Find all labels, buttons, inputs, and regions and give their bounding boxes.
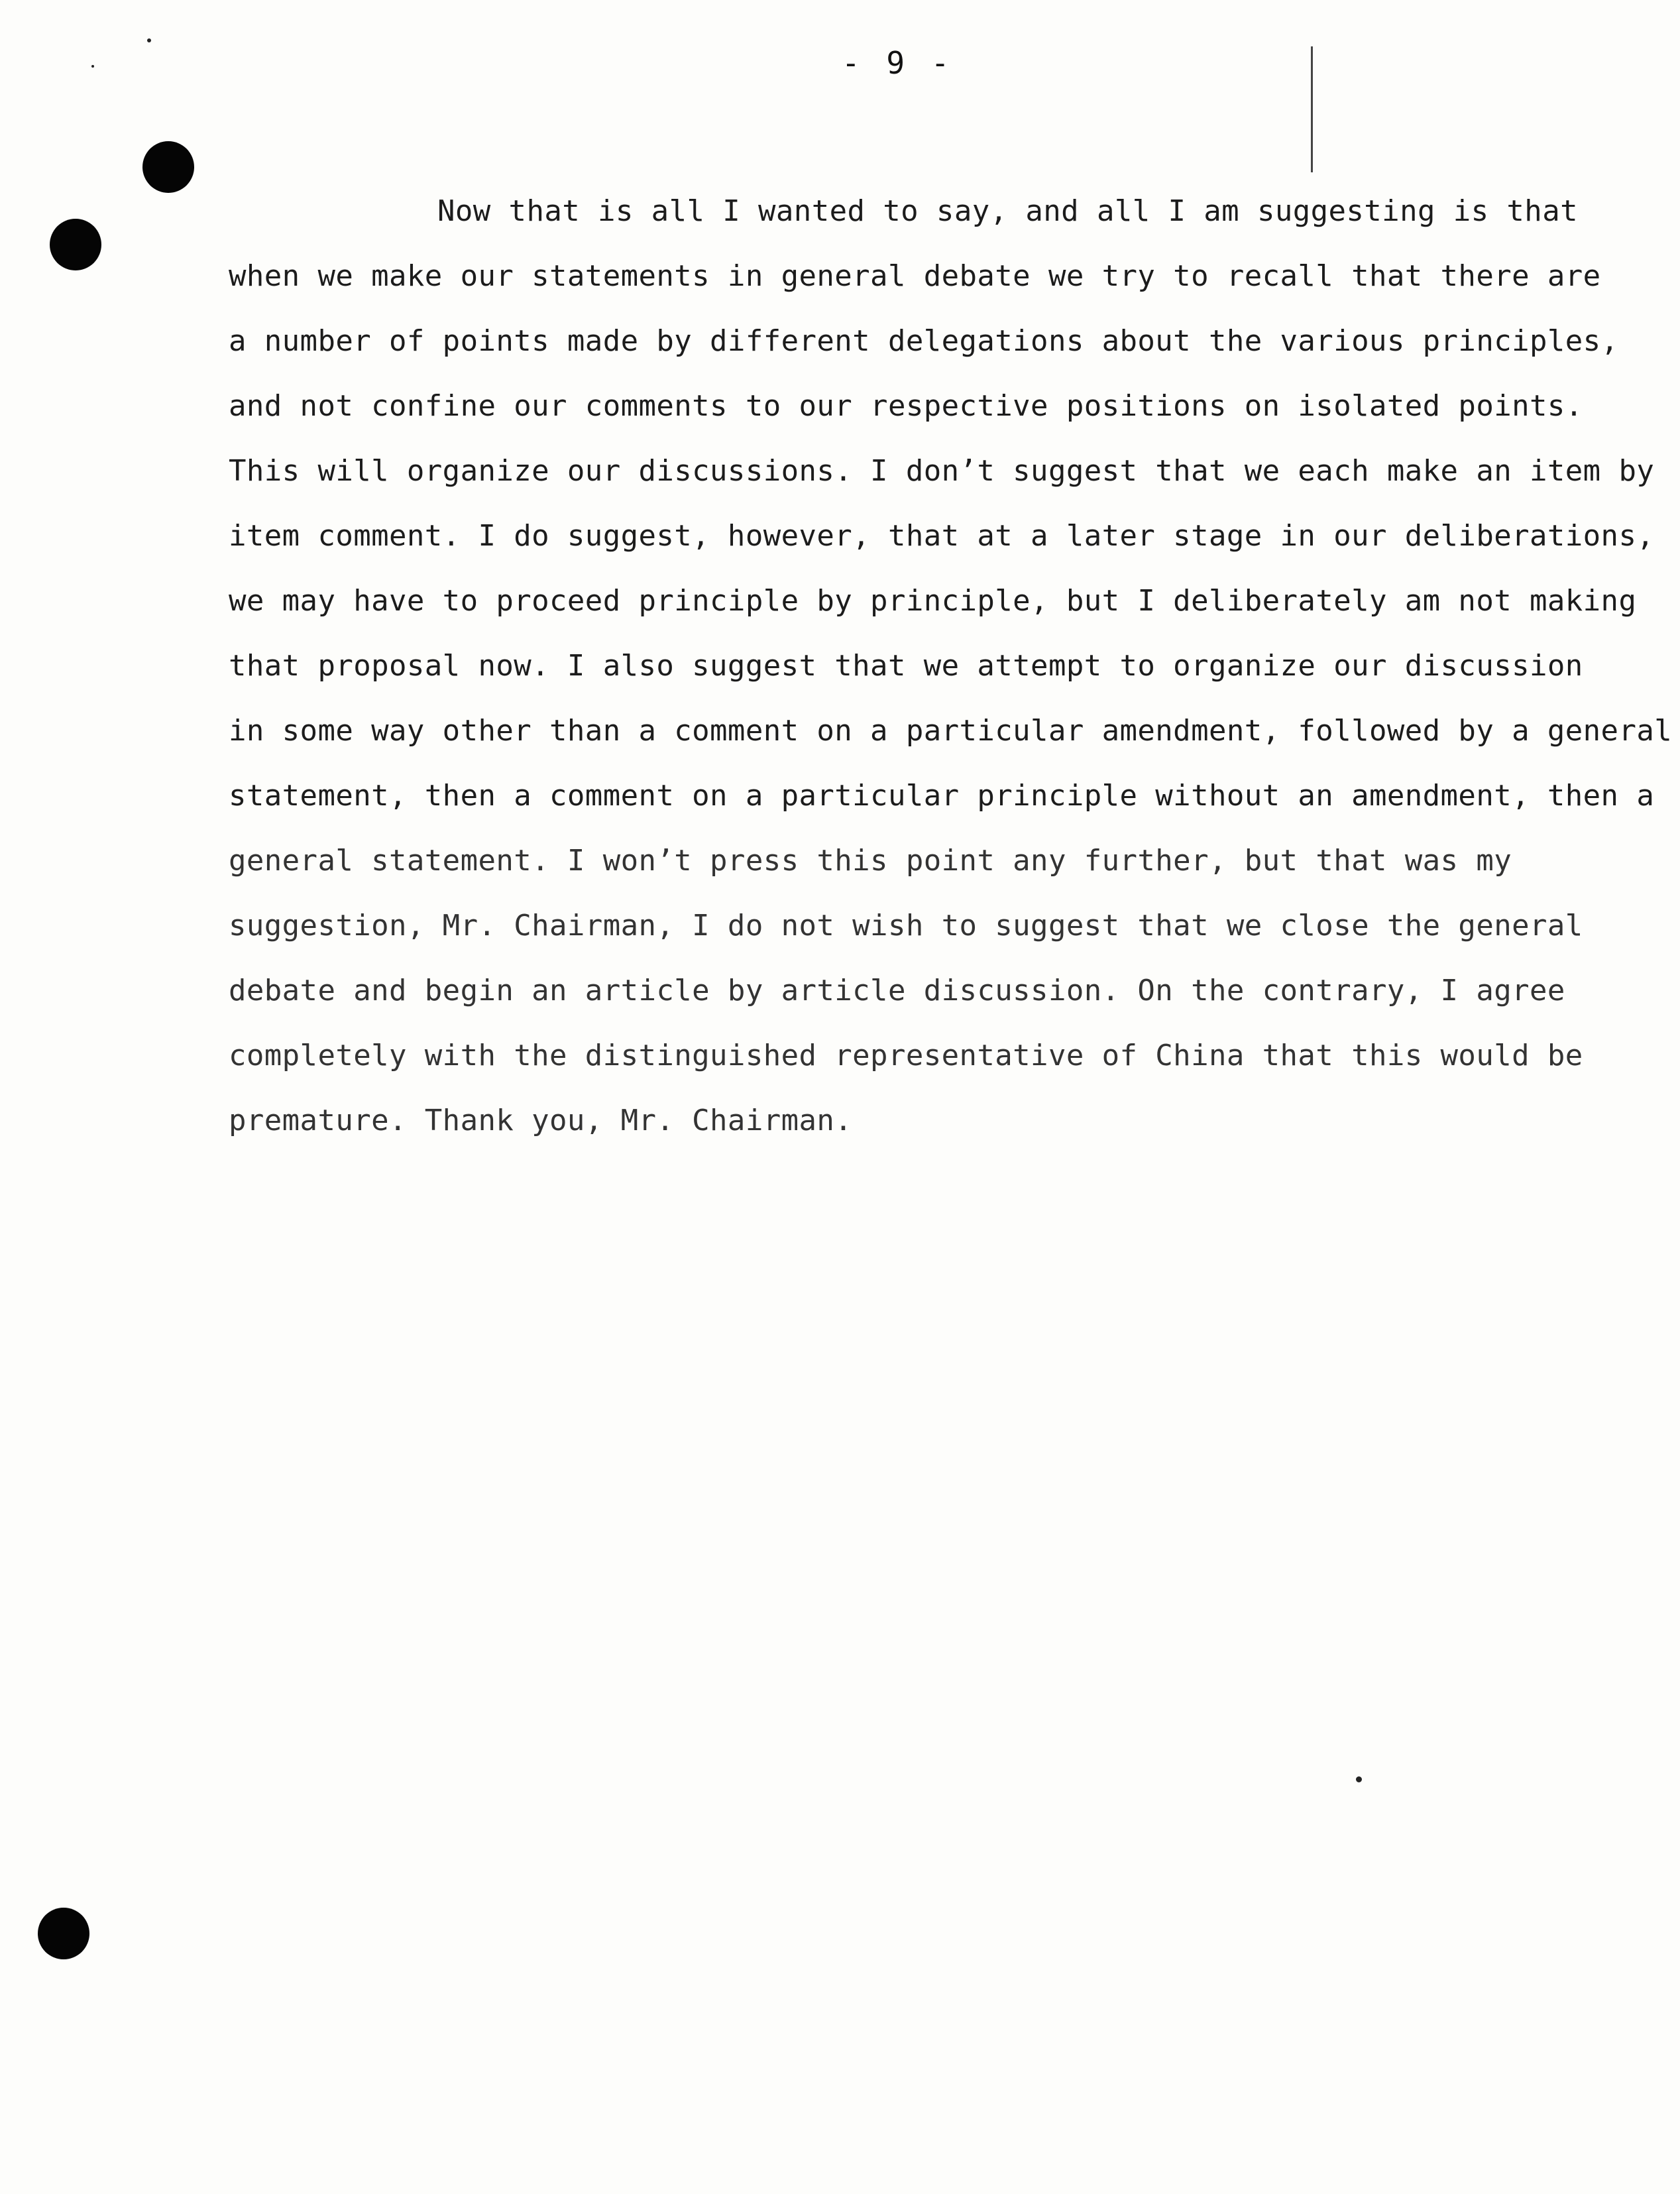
punch-hole xyxy=(142,141,194,193)
speck xyxy=(1356,1776,1362,1782)
text-line: when we make our statements in general debate we try to recall that there are xyxy=(229,259,1601,293)
text-line: premature. Thank you, Mr. Chairman. xyxy=(229,1104,853,1137)
page-number: - 9 - xyxy=(842,45,954,81)
speck xyxy=(147,38,151,42)
text-line: statement, then a comment on a particular principle without an amendment, then a xyxy=(229,779,1655,813)
text-line: This will organize our discussions. I don’t suggest that we each make an item by xyxy=(229,454,1655,488)
text-line: debate and begin an article by article discussion. On the contrary, I agree xyxy=(229,974,1565,1008)
text-line: general statement. I won’t press this point any further, but that was my xyxy=(229,844,1512,878)
text-line: in some way other than a comment on a particular amendment, followed by a general xyxy=(229,714,1673,748)
text-line: we may have to proceed principle by principle, but I deliberately am not making xyxy=(229,584,1637,618)
speck xyxy=(91,65,94,68)
text-line: Now that is all I wanted to say, and all I am suggesting is that xyxy=(437,194,1578,228)
margin-rule xyxy=(1311,46,1313,172)
text-line: that proposal now. I also suggest that we attempt to organize our discussion xyxy=(229,649,1583,683)
text-line: completely with the distinguished representative of China that this would be xyxy=(229,1039,1583,1072)
text-line: suggestion, Mr. Chairman, I do not wish to suggest that we close the general xyxy=(229,909,1583,943)
punch-hole xyxy=(50,219,101,270)
text-line: a number of points made by different delegations about the various principles, xyxy=(229,324,1619,358)
body-text xyxy=(229,179,1673,1153)
punch-hole xyxy=(38,1908,89,1959)
text-line: item comment. I do suggest, however, that at a later stage in our deliberations, xyxy=(229,519,1655,553)
text-line: and not confine our comments to our respective positions on isolated points. xyxy=(229,389,1583,423)
